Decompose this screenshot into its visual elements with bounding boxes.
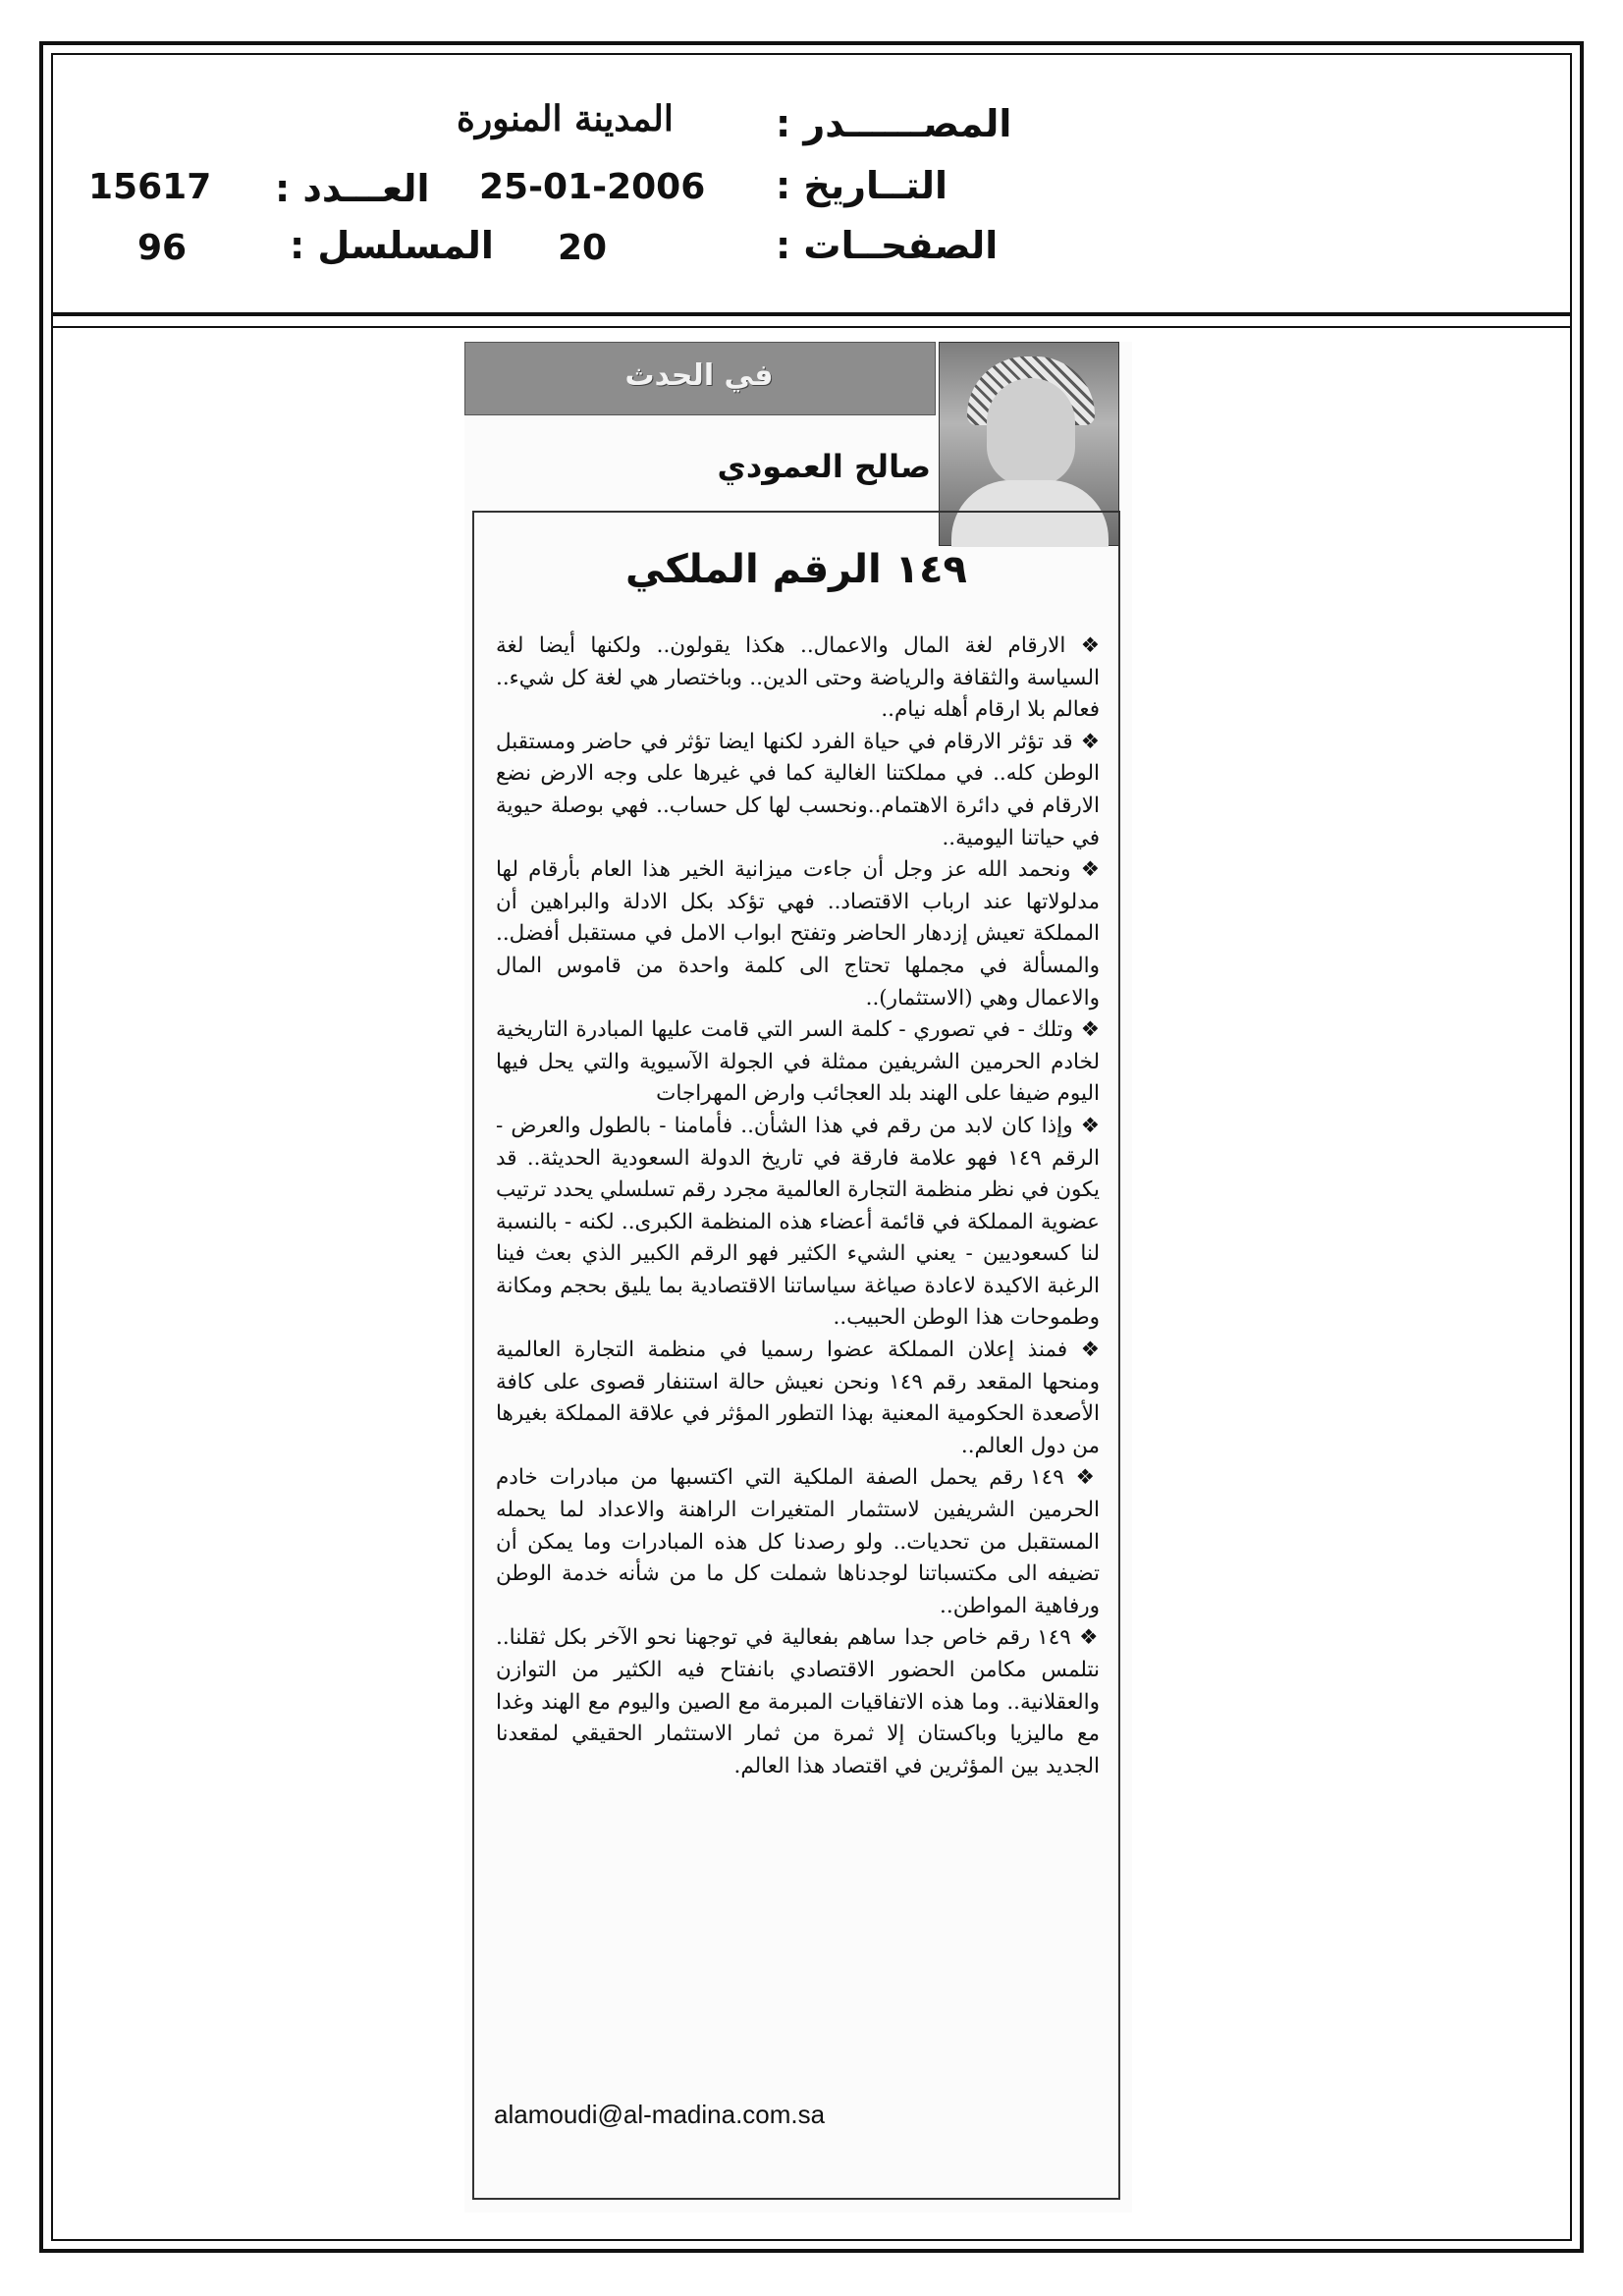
header-divider-thin	[51, 326, 1572, 328]
column-name: في الحدث	[624, 358, 774, 393]
pages-value: 20	[558, 228, 608, 268]
newspaper-clipping	[464, 342, 1132, 2213]
header-divider	[51, 312, 1572, 316]
date-label: التــاريخ :	[776, 164, 948, 207]
article-box	[472, 511, 1120, 2200]
paragraph: ❖ وإذا كان لابد من رقم في هذا الشأن.. فأمامنا - بالطول والعرض - الرقم ١٤٩ فهو علامة فارقة في تاريخ الدولة السعودية الحديثة.. قد يكون في نظر منظمة التجارة العالمية مجرد رقم تسلسلي يحدد ترتيب عضوية المملكة في قائمة أعضاء هذه المنظمة الكبرى.. لكنه - بالنسبة لنا كسعوديين - يعني الشيء الكثير فهو الرقم الكبير الذي بعث فينا الرغبة الاكيدة لاعادة صياغة سياساتنا الاقتصادية بما يليق بحجم ومكانة وطموحات هذا الوطن الحبيب..	[496, 1113, 1101, 1331]
column-banner	[464, 342, 936, 415]
paragraph: ❖ ١٤٩ رقم يحمل الصفة الملكية التي اكتسبها من مبادرات خادم الحرمين الشريفين لاستثمار المتغيرات الراهنة والاعداد لما يحمله المستقبل من تحديات.. ولو رصدنا كل هذه المبادرات وما يمكن أن تضيفه الى مكتسباتنا لوجدناها شملت كل ما من شأنه خدمة الوطن ورفاهية المواطن..	[496, 1465, 1100, 1618]
paragraph: ❖ ونحمد الله عز وجل أن جاءت ميزانية الخير هذا العام بأرقام لها مدلولاتها عند ارباب الاقتصاد.. فهي تؤكد بكل الادلة والبراهين أن المملكة تعيش إزدهار الحاضر وتفتح ابواب الامل في مستقبل أفضل.. والمسألة في مجملها تحتاج الى كلمة واحدة من قاموس المال والاعمال وهي (الاستثمار)..	[496, 857, 1100, 1011]
article-title: ١٤٩ الرقم الملكي	[625, 547, 967, 592]
author-name: صالح العمودي	[717, 448, 931, 485]
author-face	[987, 378, 1075, 486]
pages-label: الصفحــات :	[776, 224, 999, 267]
article-body	[496, 630, 1100, 1782]
source-label: المصــــــدر :	[776, 102, 1012, 145]
paragraph: ❖ وتلك - في تصوري - كلمة السر التي قامت عليها المبادرة التاريخية لخادم الحرمين الشريفين ممثلة في الجولة الآسيوية والتي يحل فيها اليوم ضيفا على الهند بلد العجائب وارض المهراجات	[496, 1017, 1100, 1107]
issue-value: 15617	[88, 167, 212, 207]
paragraph: ❖ فمنذ إعلان المملكة عضوا رسميا في منظمة التجارة العالمية ومنحها المقعد رقم ١٤٩ ونحن نعيش حالة استنفار قصوى على كافة الأصعدة الحكومية المعنية بهذا التطور المؤثر في علاقة المملكة بغيرها من دول العالم..	[496, 1338, 1101, 1458]
serial-value: 96	[137, 228, 188, 268]
paragraph: ❖ قد تؤثر الارقام في حياة الفرد لكنها ايضا تؤثر في حاضر ومستقبل الوطن كله.. في مملكتنا الغالية كما في غيرها على وجه الارض نضع الارقام في دائرة الاهتمام..ونحسب لها كل حساب.. فهي بوصلة حيوية في حياتنا اليومية..	[496, 729, 1100, 850]
serial-label: المسلسل :	[290, 224, 494, 267]
author-email: alamoudi@al-madina.com.sa	[494, 2100, 826, 2129]
issue-label: العـــدد :	[275, 167, 430, 210]
paragraph: ❖ ١٤٩ رقم خاص جدا ساهم بفعالية في توجهنا نحو الآخر بكل ثقلنا.. نتلمس مكامن الحضور الاقتصادي بانفتاح فيه الكثير من التوازن والعقلانية.. وما هذه الاتفاقيات المبرمة مع الصين واليوم مع الهند وغدا مع ماليزيا وباكستان إلا ثمرة من ثمار الاستثمار الحقيقي لمقعدنا الجديد بين المؤثرين في اقتصاد هذا العالم.	[496, 1625, 1100, 1778]
source-value: المدينة المنورة	[457, 98, 674, 139]
date-value: 25-01-2006	[479, 167, 706, 207]
paragraph: ❖ الارقام لغة المال والاعمال.. هكذا يقولون.. ولكنها أيضا لغة السياسة والثقافة والرياضة وحتى الدين.. وباختصار هي لغة كل شيء.. فعالم بلا ارقام أهله نيام..	[496, 633, 1100, 723]
